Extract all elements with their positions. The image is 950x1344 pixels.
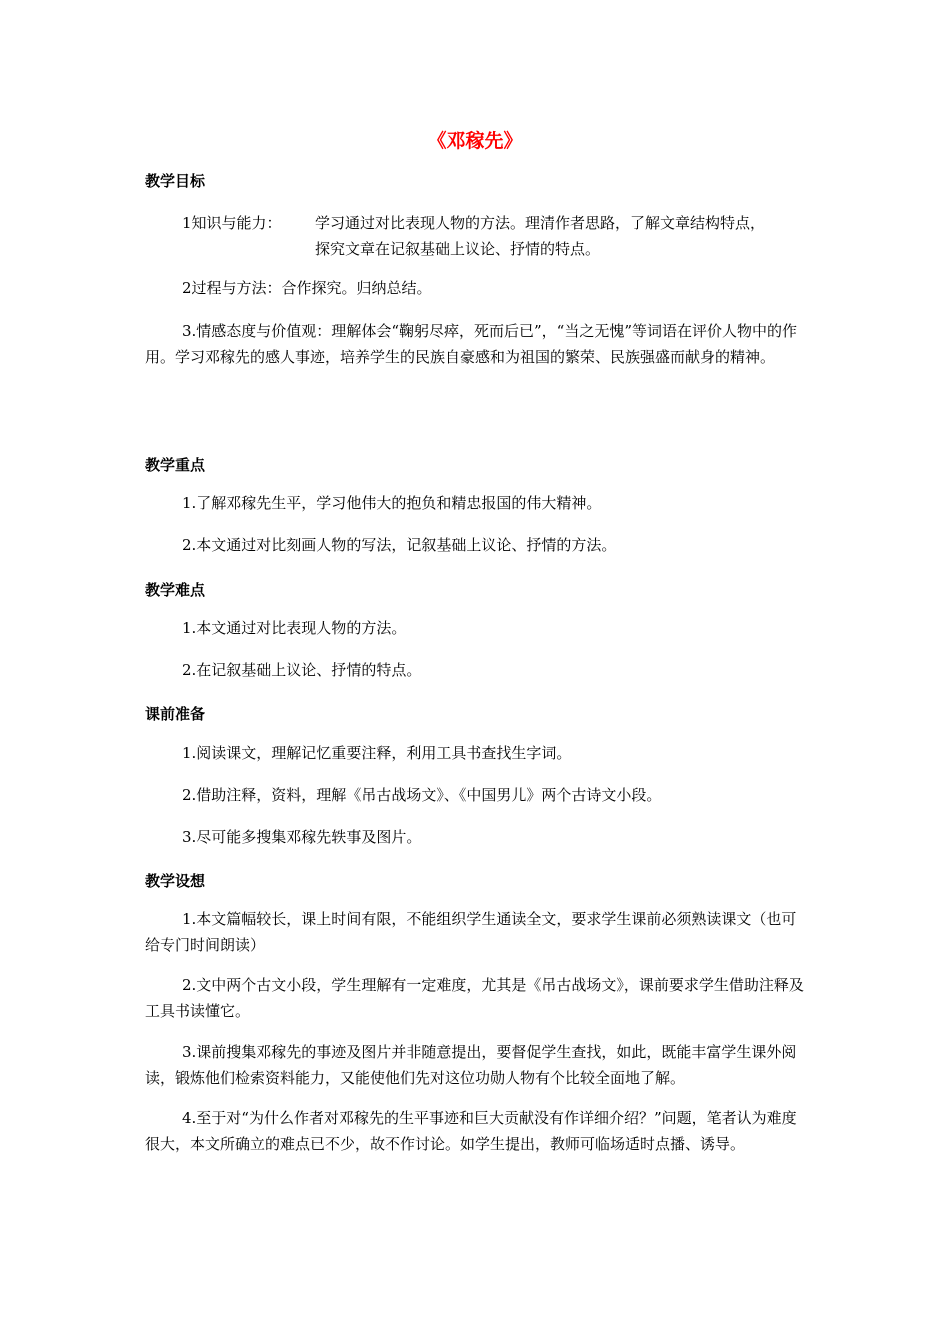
objective-item-1-label: 1知识与能力：	[182, 214, 282, 232]
design-item-1: 1.本文篇幅较长，课上时间有限，不能组织学生通读全文，要求学生课前必须熟读课文（也可给专门时间朗读）	[145, 910, 797, 954]
objective-item-1-line-2: 探究文章在记叙基础上议论、抒情的特点。	[315, 240, 601, 258]
preparation-item-3: 3.尽可能多搜集邓稼先轶事及图片。	[182, 828, 422, 846]
objectives-heading: 教学目标	[145, 172, 206, 190]
preparation-item-2: 2.借助注释，资料，理解《吊古战场文》、《中国男儿》两个古诗文小段。	[182, 786, 662, 804]
objective-item-1-line-1: 学习通过对比表现人物的方法。理清作者思路，了解文章结构特点，	[315, 214, 766, 232]
design-item-3: 3.课前搜集邓稼先的事迹及图片并非随意提出，要督促学生查找，如此，既能丰富学生课外阅读，锻炼他们检索资料能力，又能使他们先对这位功勋人物有个比较全面地了解。	[145, 1043, 797, 1087]
difficulties-heading: 教学难点	[145, 581, 206, 599]
design-heading: 教学设想	[145, 872, 206, 890]
keypoint-item-1: 1.了解邓稼先生平，学习他伟大的抱负和精忠报国的伟大精神。	[182, 494, 602, 512]
preparation-item-1: 1.阅读课文，理解记忆重要注释，利用工具书查找生字词。	[182, 744, 572, 762]
document-title: 《邓稼先》	[427, 130, 523, 152]
keypoint-item-2: 2.本文通过对比刻画人物的写法，记叙基础上议论、抒情的方法。	[182, 536, 617, 554]
objective-item-2: 2过程与方法：合作探究。归纳总结。	[182, 279, 432, 297]
difficulty-item-2: 2.在记叙基础上议论、抒情的特点。	[182, 661, 422, 679]
keypoints-heading: 教学重点	[145, 456, 206, 474]
design-item-4: 4.至于对“为什么作者对邓稼先的生平事迹和巨大贡献没有作详细介绍？”问题，笔者认为难度很大，本文所确立的难点已不少，故不作讨论。如学生提出，教师可临场适时点播、诱导。	[145, 1109, 797, 1153]
design-item-2: 2.文中两个古文小段，学生理解有一定难度，尤其是《吊古战场文》，课前要求学生借助注释及工具书读懂它。	[145, 976, 804, 1020]
preparation-heading: 课前准备	[145, 705, 206, 723]
objective-item-3: 3.情感态度与价值观：理解体会“鞠躬尽瘁，死而后已”，“当之无愧”等词语在评价人物中的作用。学习邓稼先的感人事迹，培养学生的民族自豪感和为祖国的繁荣、民族强盛而献身的精神。	[145, 322, 797, 366]
difficulty-item-1: 1.本文通过对比表现人物的方法。	[182, 619, 407, 637]
